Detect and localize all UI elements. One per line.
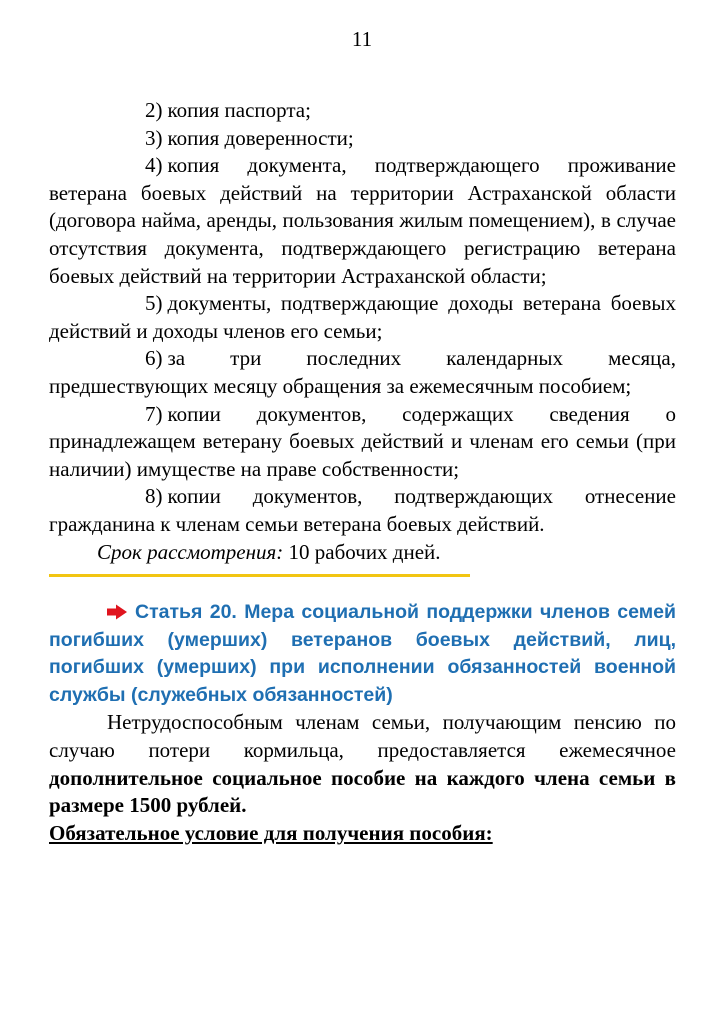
article-body [49,709,676,819]
page-number: 11 [351,27,373,51]
article-body-emphasis: дополнительное социальное пособие на каждого члена семьи в размере 1500 рублей. [49,765,676,818]
list-item [49,401,676,484]
list-item-number: 4) [145,153,163,178]
list-item-text: копии документов, содержащих сведения о принадлежащем ветерану боевых действий и членам его семьи (при наличии) имуществе на праве собственности; [49,401,676,481]
document-body [49,97,676,847]
list-item [49,152,676,290]
list-item [49,483,676,538]
list-item-text: копия паспорта; [167,98,311,122]
list-item-number: 2) [145,98,163,122]
article-heading-text: Статья 20. Мера социальной поддержки членов семей погибших (умерших) ветеранов боевых действий, лиц, погибших (умерших) при исполнении обязанностей военной службы (служебных обязанностей) [49,601,676,706]
list-item-text: копия документа, подтверждающего проживание ветерана боевых действий на территории Астраханской области (договора найма, аренды, пользования жилым помещением), в случае отсутствия документа, подтверждающего регистрацию ветерана боевых действий на территории Астраханской области; [49,153,676,288]
list-item [49,125,676,153]
list-item-text: за три последних календарных месяца, предшествующих месяцу обращения за ежемесячным пособием; [49,346,676,398]
article-body-text: Нетрудоспособным членам семьи, получающим пенсию по случаю потери кормильца, предоставляется ежемесячное [49,710,676,763]
list-item-number: 8) [145,484,163,509]
list-item-number: 7) [145,401,163,426]
mandatory-condition: Обязательное условие для получения пособия: [49,820,493,845]
list-item-text: документы, подтверждающие доходы ветерана боевых действий и доходы членов его семьи; [49,291,676,343]
section-divider [49,574,470,577]
list-item-text: копия доверенности; [167,125,354,150]
review-term [49,539,676,567]
list-item [49,97,676,125]
list-item [49,290,676,345]
review-term-value: 10 рабочих дней. [288,539,441,564]
list-item-number: 5) [145,291,163,316]
list-item [49,345,676,400]
list-item-number: 3) [145,125,163,150]
arrow-right-icon [106,601,128,617]
article-heading [49,599,676,709]
list-item-number: 6) [145,346,163,371]
list-item-text: копии документов, подтверждающих отнесение гражданина к членам семьи ветерана боевых действий. [49,484,676,536]
review-term-label: Срок рассмотрения: [97,539,284,564]
